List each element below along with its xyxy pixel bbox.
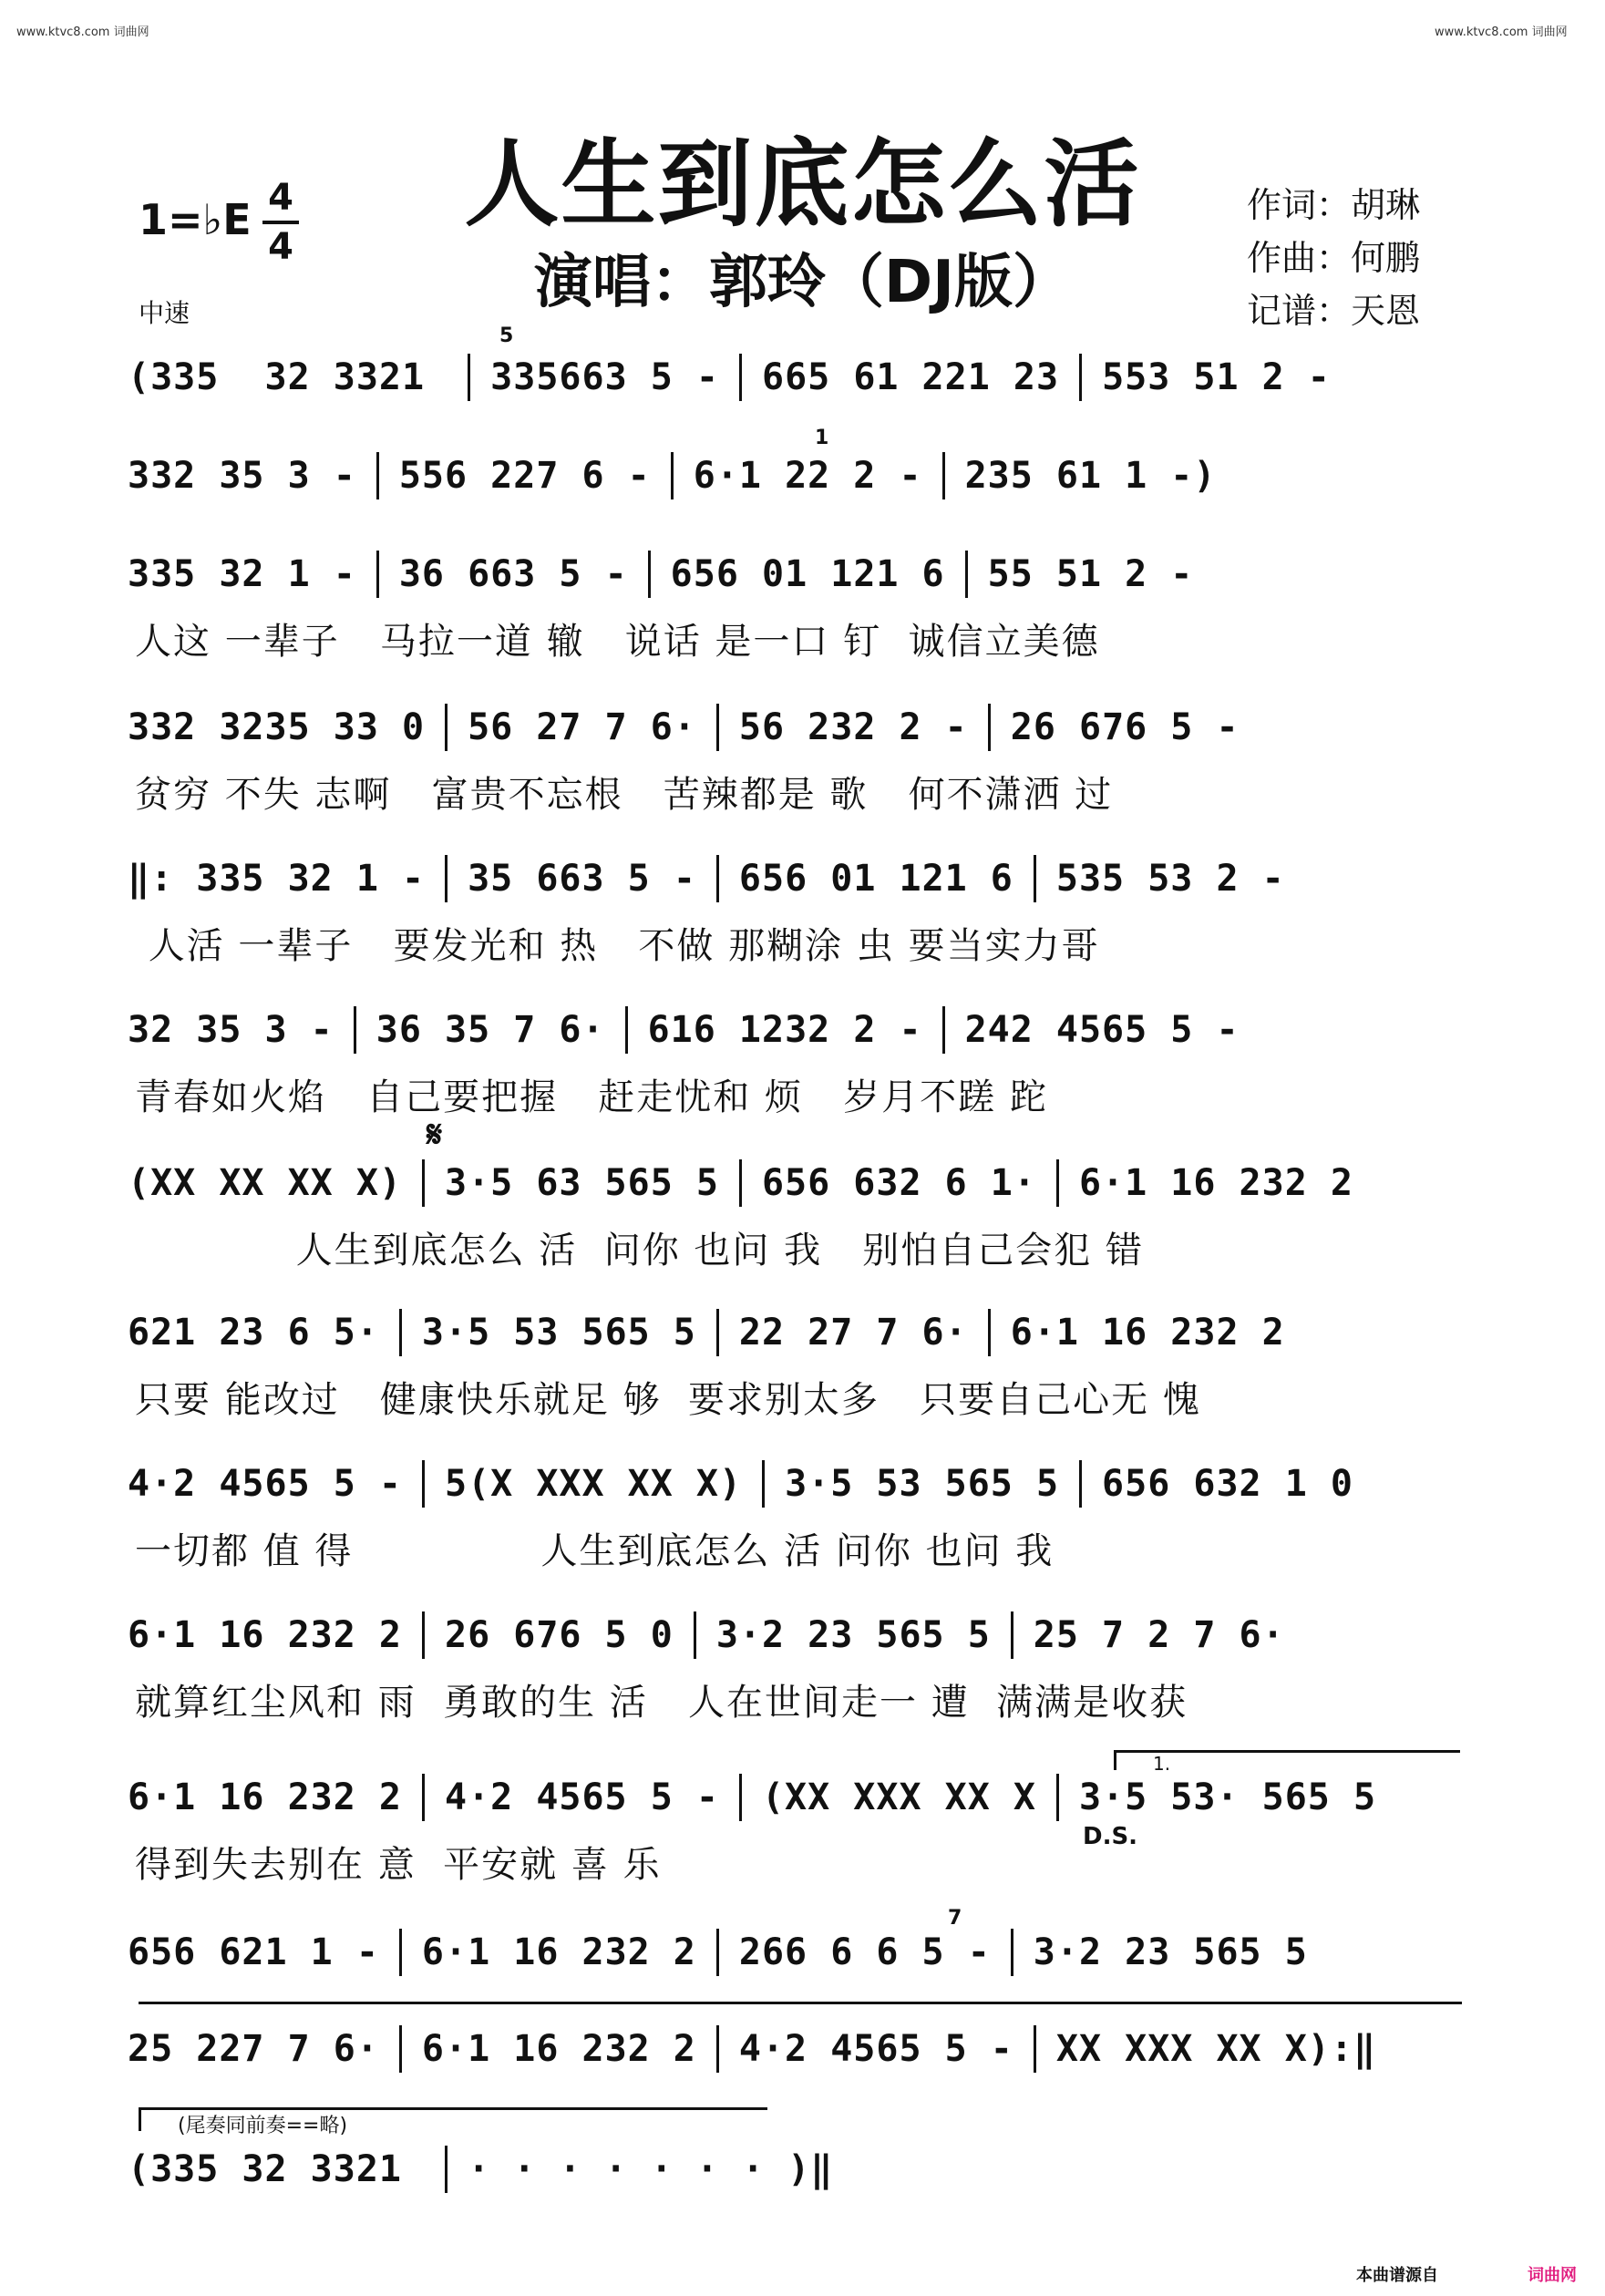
measure: 665 61 221 23: [761, 356, 1060, 398]
lyric-line: 就算红尘风和 雨 勇敢的生 活 人在世间走一 遭 满满是收获: [135, 1682, 1188, 1724]
site-url-right: www.ktvc8.com 词曲网: [1435, 26, 1568, 39]
notation-row: [128, 1774, 1476, 1821]
measure: (XX XXX XX X: [761, 1776, 1036, 1818]
measure: 25 227 7 6·: [128, 2028, 379, 2070]
barline: [988, 704, 991, 751]
notation-row: [128, 855, 1476, 902]
right-watermark-strip: [1588, 55, 1600, 2270]
barline: [694, 1611, 696, 1659]
measure: 616 1232 2 -: [647, 1009, 922, 1051]
measure: 3·5 63 565 5: [444, 1162, 719, 1204]
lyric-line: 只要 能改过 健康快乐就足 够 要求别太多 只要自己心无 愧: [135, 1379, 1201, 1421]
barline: [376, 452, 379, 499]
measure: 553 51 2 -: [1102, 356, 1331, 398]
time-bar: [262, 221, 299, 224]
notation-row: [128, 1929, 1476, 1976]
tempo-marking: 中速: [139, 298, 190, 328]
footer-source: 本曲谱源自: [1356, 2266, 1438, 2285]
grace-note-1: 5: [499, 324, 514, 347]
measure: 656 01 121 6: [670, 553, 945, 595]
measure: 3·2 23 565 5: [715, 1614, 991, 1656]
measure: 656 632 1 0: [1102, 1463, 1353, 1505]
song-subtitle: 演唱：郭玲（DJ版）: [534, 249, 1071, 316]
barline: [1034, 2025, 1036, 2073]
lyric-line: 人生到底怎么 活 问你 也问 我 别怕自己会犯 错: [135, 1230, 1145, 1272]
measure: 656 632 6 1·: [761, 1162, 1036, 1204]
measure: · · · · · · · )‖: [468, 2148, 834, 2190]
time-top: 4: [268, 177, 293, 219]
measure: 235 61 1 -): [964, 455, 1217, 497]
measure: 335663 5 -: [490, 356, 719, 398]
volta-bracket: 1.: [1114, 1750, 1460, 1770]
site-url-left: www.ktvc8.com 词曲网: [16, 26, 149, 39]
dal-segno: D.S.: [1083, 1823, 1138, 1850]
barline: [1079, 1460, 1082, 1508]
barline: [422, 1159, 425, 1207]
measure: 3·2 23 565 5: [1033, 1931, 1308, 1973]
measure: 656 621 1 -: [128, 1931, 379, 1973]
barline: [422, 1611, 425, 1659]
segno-sign: 𝄋: [427, 1114, 443, 1156]
barline: [376, 551, 379, 598]
barline: [399, 1309, 402, 1356]
barline: [1056, 1774, 1059, 1821]
measure: 242 4565 5 -: [964, 1009, 1240, 1051]
measure: 335 32 1 -: [128, 553, 356, 595]
measure: 3·5 53· 565 5: [1078, 1776, 1377, 1818]
lyric-line: 贫穷 不失 志啊 富贵不忘根 苦辣都是 歌 何不潇洒 过: [135, 774, 1114, 816]
measure: 6·1 22 2 -: [693, 455, 922, 497]
grace-note-2: 1: [815, 427, 829, 449]
measure: XX XXX XX X):‖: [1055, 2028, 1377, 2070]
barline: [422, 1774, 425, 1821]
measure: 26 676 5 -: [1010, 706, 1240, 748]
barline: [988, 1309, 991, 1356]
measure: 4·2 4565 5 -: [738, 2028, 1013, 2070]
song-title: 人生到底怎么活: [464, 129, 1141, 240]
time-bottom: 4: [268, 226, 293, 268]
measure: 332 3235 33 0: [128, 706, 426, 748]
barline: [1011, 1929, 1013, 1976]
footer-site: 词曲网: [1528, 2266, 1577, 2285]
measure: 6·1 16 232 2: [421, 1931, 696, 1973]
lyric-line: 青春如火焰 自己要把握 赶走忧和 烦 岁月不蹉 跎: [135, 1076, 1048, 1118]
barline: [942, 452, 945, 499]
measure: 3·5 53 565 5: [785, 1463, 1060, 1505]
barline: [716, 704, 719, 751]
notation-row: [128, 1611, 1476, 1659]
measure: 3·5 53 565 5: [421, 1312, 696, 1354]
measure: 6·1 16 232 2: [421, 2028, 696, 2070]
measure: 266 6 6 5 -: [738, 1931, 991, 1973]
credits: [1247, 179, 1420, 337]
measure: 621 23 6 5·: [128, 1312, 379, 1354]
barline: [716, 1929, 719, 1976]
barline: [762, 1460, 765, 1508]
barline: [468, 354, 470, 401]
notation-row: [128, 2146, 1476, 2193]
barline: [445, 855, 448, 902]
notation-row: [128, 1460, 1476, 1508]
measure: 6·1 16 232 2: [128, 1776, 402, 1818]
barline: [942, 1006, 945, 1054]
divider-line: [139, 2002, 1462, 2004]
notation-row: [128, 354, 1476, 401]
measure: 56 232 2 -: [738, 706, 968, 748]
transcriber: 记谱：天恩: [1247, 291, 1421, 331]
measure: 6·1 16 232 2: [1078, 1162, 1353, 1204]
barline: [648, 551, 651, 598]
measure: (XX XX XX X): [128, 1162, 402, 1204]
measure: (335 32 3321: [128, 2148, 426, 2190]
composer: 作曲：何鹏: [1247, 238, 1421, 278]
barline: [1079, 354, 1082, 401]
barline: [739, 354, 742, 401]
barline: [625, 1006, 628, 1054]
measure: 5(X XXX XX X): [444, 1463, 743, 1505]
barline: [671, 452, 674, 499]
lyric-line: 得到失去别在 意 平安就 喜 乐: [135, 1844, 662, 1886]
measure: 535 53 2 -: [1055, 858, 1285, 900]
notation-row: [128, 2025, 1476, 2073]
coda-note: (尾奏同前奏==略): [139, 2107, 767, 2131]
measure: 36 35 7 6·: [376, 1009, 605, 1051]
measure: 6·1 16 232 2: [128, 1614, 402, 1656]
notation-row: [128, 1309, 1476, 1356]
measure: 25 7 2 7 6·: [1033, 1614, 1285, 1656]
lyric-line: 人这 一辈子 马拉一道 辙 说话 是一口 钉 诚信立美德: [135, 621, 1100, 663]
barline: [1034, 855, 1036, 902]
measure: 26 676 5 0: [444, 1614, 674, 1656]
barline: [1011, 1611, 1013, 1659]
barline: [716, 1309, 719, 1356]
lyricist: 作词：胡琳: [1247, 185, 1421, 225]
measure: 332 35 3 -: [128, 455, 356, 497]
barline: [716, 855, 719, 902]
lyric-line: 人活 一辈子 要发光和 热 不做 那糊涂 虫 要当实力哥: [135, 925, 1100, 967]
barline: [445, 2146, 448, 2193]
measure: 556 227 6 -: [398, 455, 651, 497]
measure: (335 32 3321: [128, 356, 448, 398]
notation-row: [128, 452, 1476, 499]
barline: [445, 704, 448, 751]
barline: [739, 1159, 742, 1207]
key-signature: 1=♭E: [139, 195, 252, 244]
left-watermark-strip: [4, 55, 16, 2270]
measure: 55 51 2 -: [987, 553, 1194, 595]
measure: 35 663 5 -: [468, 858, 696, 900]
measure: 36 663 5 -: [398, 553, 628, 595]
grace-note-3: 7: [948, 1907, 962, 1930]
measure: 4·2 4565 5 -: [128, 1463, 402, 1505]
notation-row: [128, 551, 1476, 598]
barline: [965, 551, 968, 598]
barline: [1056, 1159, 1059, 1207]
notation-row: [128, 1159, 1476, 1207]
notation-row: [128, 704, 1476, 751]
measure: 4·2 4565 5 -: [444, 1776, 719, 1818]
barline: [399, 2025, 402, 2073]
barline: [739, 1774, 742, 1821]
barline: [716, 2025, 719, 2073]
measure: 56 27 7 6·: [468, 706, 696, 748]
time-signature: [262, 177, 299, 268]
measure: ‖: 335 32 1 -: [128, 858, 426, 900]
measure: 32 35 3 -: [128, 1009, 334, 1051]
measure: 6·1 16 232 2: [1010, 1312, 1285, 1354]
measure: 656 01 121 6: [738, 858, 1013, 900]
measure: 22 27 7 6·: [738, 1312, 968, 1354]
barline: [422, 1460, 425, 1508]
notation-row: [128, 1006, 1476, 1054]
lyric-line: 一切都 值 得 人生到底怎么 活 问你 也问 我: [135, 1530, 1055, 1572]
barline: [399, 1929, 402, 1976]
barline: [354, 1006, 356, 1054]
